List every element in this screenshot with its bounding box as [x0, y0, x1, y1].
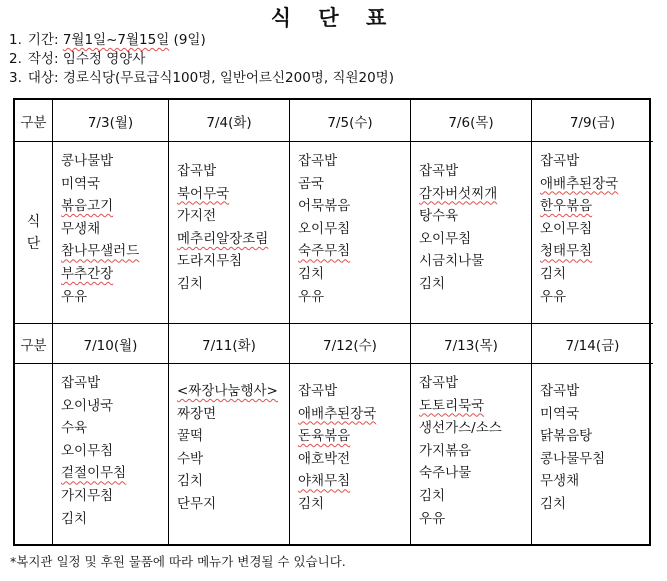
- page-title: 식 단 표: [270, 6, 397, 30]
- menu-item: 김치: [419, 487, 446, 504]
- week2-day-date: 7/13(목): [411, 324, 532, 364]
- week1-day-date: 7/9(금): [532, 100, 653, 142]
- menu-item: 우유: [419, 510, 446, 527]
- menu-item: 잡곡밥: [298, 153, 338, 169]
- menu-item: <짜장나눔행사>: [177, 383, 278, 399]
- menu-item: 오이무침: [298, 220, 351, 237]
- menu-item: 김치: [61, 510, 88, 527]
- menu-item: 숙주무침: [298, 243, 351, 260]
- menu-item: 잡곡밥: [540, 153, 580, 169]
- menu-item: 잡곡밥: [298, 383, 338, 399]
- menu-item: 감자버섯찌개: [419, 185, 498, 202]
- menu-item: 어묵볶음: [298, 198, 351, 215]
- menu-item: 잡곡밥: [61, 375, 101, 391]
- info-target: 3. 대상: 경로식당(무료급식100명, 일반어르신200명, 직원20명): [9, 70, 394, 86]
- menu-item: 도토리묵국: [419, 397, 485, 414]
- menu-table: [13, 98, 651, 546]
- menu-item: 도라지무침: [177, 253, 243, 270]
- menu-item: 콩나물무침: [540, 450, 606, 467]
- menu-item: 탕수육: [419, 208, 459, 225]
- menu-item: 무생채: [61, 220, 101, 237]
- menu-item: 우유: [540, 288, 567, 305]
- menu-item: 무생채: [540, 473, 580, 490]
- week2-day-date: 7/12(수): [290, 324, 411, 364]
- menu-item: 가지전: [177, 208, 217, 225]
- menu-item: 김치: [540, 265, 567, 282]
- menu-item: 생선가스/소스: [419, 420, 502, 437]
- menu-item: 잡곡밥: [540, 383, 580, 399]
- menu-item: 한우볶음: [540, 198, 593, 215]
- menu-item: 참나무샐러드: [61, 243, 140, 260]
- menu-cell: [411, 364, 532, 544]
- menu-item: 김치: [419, 275, 446, 292]
- menu-item: 북어무국: [177, 185, 230, 202]
- week1-day-date: 7/6(목): [411, 100, 532, 142]
- menu-item: 잡곡밥: [419, 163, 459, 179]
- menu-cell: [53, 364, 169, 544]
- menu-item: 김치: [540, 495, 567, 512]
- menu-item: 우유: [61, 288, 88, 305]
- menu-item: 김치: [298, 265, 325, 282]
- week1-header-label: 구분: [15, 100, 53, 142]
- menu-item: 애호박전: [298, 450, 351, 467]
- week1-side-label: 식 단: [15, 142, 53, 324]
- menu-item: 메추리알장조림: [177, 230, 269, 247]
- target-value: 경로식당(무료급식100명, 일반어르신200명, 직원20명): [62, 70, 394, 86]
- menu-item: 오이냉국: [61, 397, 114, 414]
- menu-item: 콩나물밥: [61, 153, 114, 169]
- menu-item: 우유: [298, 288, 325, 305]
- menu-item: 애배추된장국: [298, 405, 377, 422]
- menu-cell: [532, 364, 653, 544]
- menu-item: 김치: [298, 495, 325, 512]
- menu-item: 잡곡밥: [419, 375, 459, 391]
- menu-item: 닭볶음탕: [540, 428, 593, 445]
- week2-day-date: 7/10(월): [53, 324, 169, 364]
- footnote: *복지관 일정 및 후원 물품에 따라 메뉴가 변경될 수 있습니다.: [10, 554, 346, 569]
- author-value: 임수정 영양사: [62, 51, 146, 67]
- menu-item: 김치: [177, 275, 204, 292]
- week2-side-blank: [15, 364, 53, 544]
- menu-item: 시금치나물: [419, 253, 485, 270]
- menu-item: 가지볶음: [419, 442, 472, 459]
- week2-header-label: 구분: [15, 324, 53, 364]
- menu-item: 미역국: [540, 405, 580, 422]
- menu-item: 볶음고기: [61, 198, 114, 215]
- menu-item: 김치: [177, 473, 204, 490]
- menu-item: 숙주나물: [419, 465, 472, 482]
- menu-cell: [169, 142, 290, 324]
- menu-item: 가지무침: [61, 487, 114, 504]
- week1-day-date: 7/5(수): [290, 100, 411, 142]
- menu-item: 곰국: [298, 175, 325, 192]
- menu-cell: [290, 364, 411, 544]
- menu-item: 애배추된장국: [540, 175, 619, 192]
- menu-cell: [411, 142, 532, 324]
- menu-cell: [169, 364, 290, 544]
- week2-day-date: 7/11(화): [169, 324, 290, 364]
- menu-item: 미역국: [61, 175, 101, 192]
- menu-item: 수육: [61, 420, 88, 437]
- week1-day-date: 7/3(월): [53, 100, 169, 142]
- menu-item: 부추간장: [61, 265, 114, 282]
- menu-cell: [53, 142, 169, 324]
- menu-item: 돈육볶음: [298, 428, 351, 445]
- menu-cell: [290, 142, 411, 324]
- week1-day-date: 7/4(화): [169, 100, 290, 142]
- menu-item: 잡곡밥: [177, 163, 217, 179]
- menu-item: 오이무침: [419, 230, 472, 247]
- menu-item: 오이무침: [540, 220, 593, 237]
- menu-item: 겉절이무침: [61, 465, 127, 482]
- menu-cell: [532, 142, 653, 324]
- info-author: 2. 작성: 임수정 영양사: [9, 51, 146, 67]
- menu-item: 단무지: [177, 495, 217, 512]
- week2-day-date: 7/14(금): [532, 324, 653, 364]
- menu-item: 짜장면: [177, 405, 217, 422]
- menu-item: 꿀떡: [177, 428, 204, 445]
- menu-item: 수박: [177, 450, 204, 467]
- menu-item: 야채무침: [298, 473, 351, 490]
- info-period: 1. 기간: 7월1일~7월15일 (9일): [9, 32, 206, 48]
- menu-item: 오이무침: [61, 442, 114, 459]
- menu-item: 청태무침: [540, 243, 593, 260]
- period-value: 7월1일~7월15일: [62, 32, 170, 48]
